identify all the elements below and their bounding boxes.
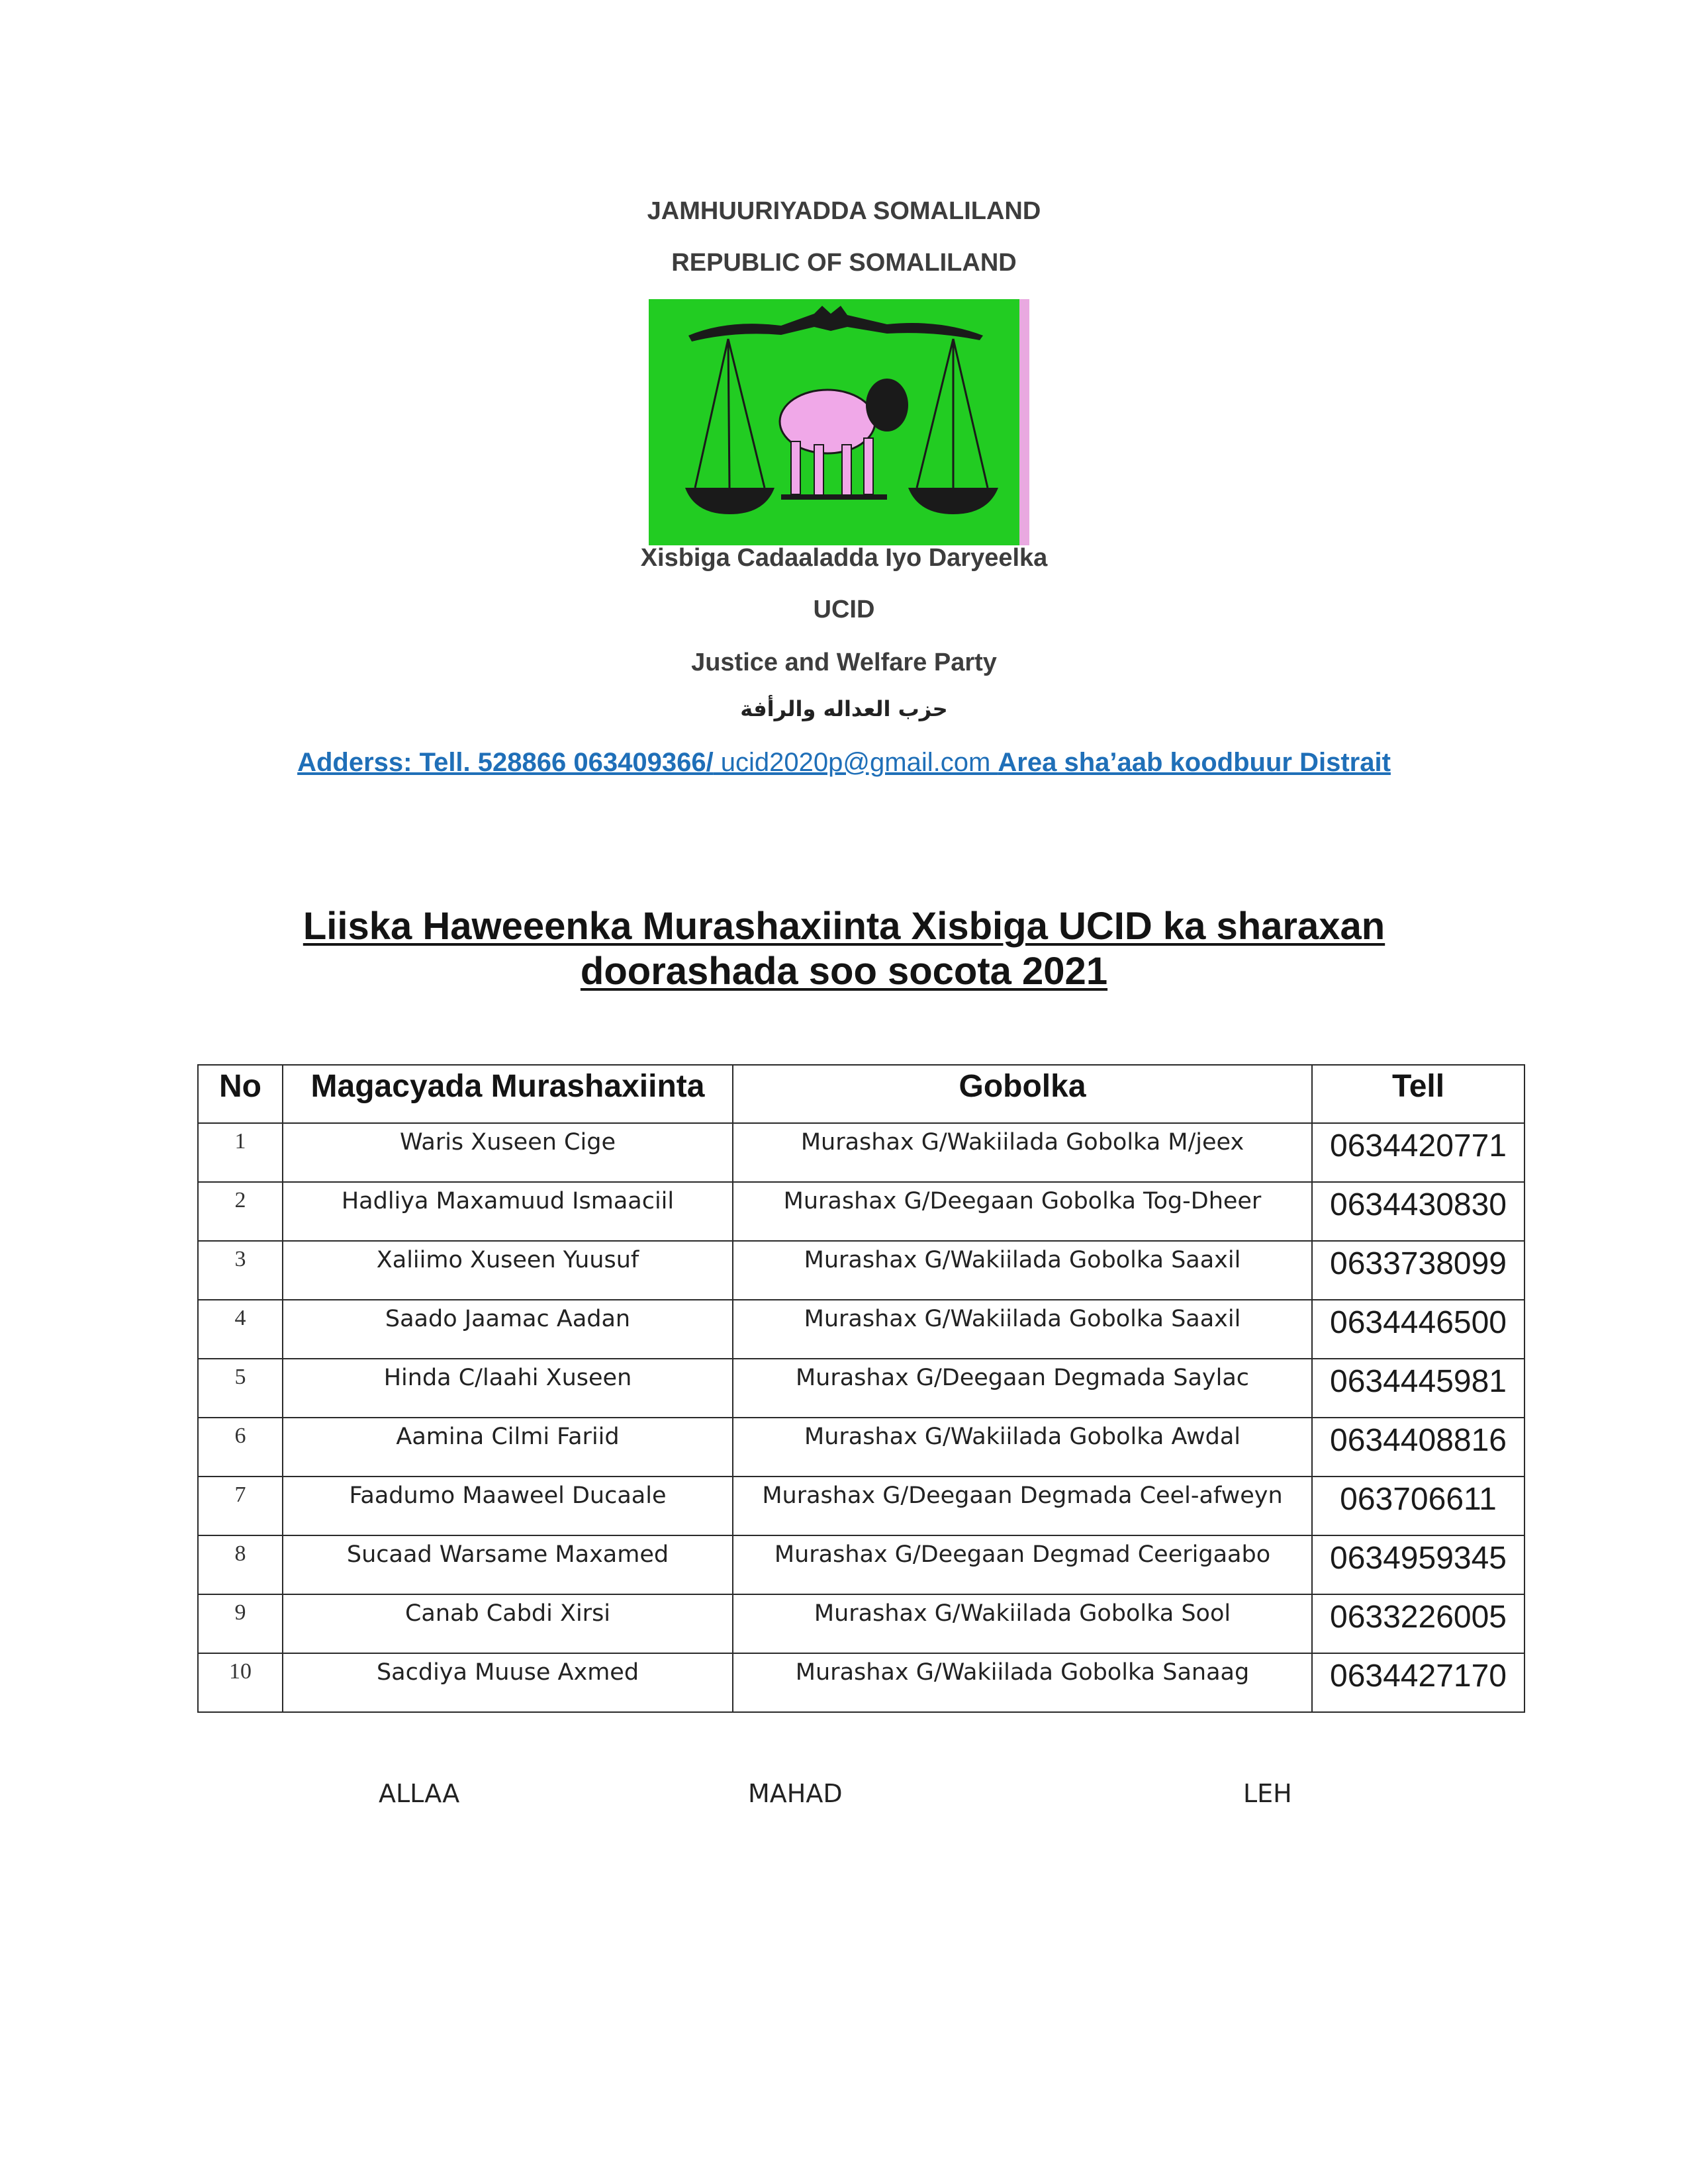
header-name: Magacyada Murashaxiinta (283, 1065, 733, 1123)
table-row (198, 1477, 1524, 1535)
party-name-somali: Xisbiga Cadaaladda Iyo Daryeelka (640, 544, 1048, 572)
cell-region: Murashax G/Deegaan Degmada Ceel-afweyn (733, 1477, 1312, 1535)
cell-name: Hadliya Maxamuud Ismaaciil (283, 1182, 733, 1241)
document-title (0, 904, 1688, 994)
header-region: Gobolka (733, 1065, 1312, 1123)
table-row (198, 1418, 1524, 1477)
cell-no: 6 (198, 1418, 283, 1477)
cell-region: Murashax G/Deegaan Degmada Saylac (733, 1359, 1312, 1418)
cell-no: 3 (198, 1241, 283, 1300)
cell-name: Aamina Cilmi Fariid (283, 1418, 733, 1477)
table-row (198, 1535, 1524, 1594)
cell-tel: 0634427170 (1312, 1653, 1524, 1712)
cell-tel: 0634420771 (1312, 1123, 1524, 1182)
cell-tel: 0634446500 (1312, 1300, 1524, 1359)
party-name-english: Justice and Welfare Party (691, 649, 997, 676)
header-no: No (198, 1065, 283, 1123)
table-header-row (198, 1065, 1524, 1123)
cell-no: 10 (198, 1653, 283, 1712)
table-row (198, 1359, 1524, 1418)
address-area: Area sha’aab koodbuur Distrait (998, 748, 1391, 777)
cell-tel: 0634959345 (1312, 1535, 1524, 1594)
cell-name: Sacdiya Muuse Axmed (283, 1653, 733, 1712)
country-name-somali: JAMHUURIYADDA SOMALILAND (647, 197, 1041, 225)
cell-name: Waris Xuseen Cige (283, 1123, 733, 1182)
cell-tel: 0633226005 (1312, 1594, 1524, 1653)
cell-name: Canab Cabdi Xirsi (283, 1594, 733, 1653)
party-abbreviation: UCID (813, 596, 875, 623)
cell-name: Sucaad Warsame Maxamed (283, 1535, 733, 1594)
table-row (198, 1594, 1524, 1653)
cell-name: Xaliimo Xuseen Yuusuf (283, 1241, 733, 1300)
cell-name: Saado Jaamac Aadan (283, 1300, 733, 1359)
table-row (198, 1300, 1524, 1359)
cell-region: Murashax G/Wakiilada Gobolka Sool (733, 1594, 1312, 1653)
cell-name: Faadumo Maaweel Ducaale (283, 1477, 733, 1535)
candidates-table (197, 1064, 1525, 1713)
cell-no: 4 (198, 1300, 283, 1359)
cell-region: Murashax G/Wakiilada Gobolka Saaxil (733, 1241, 1312, 1300)
address-line (0, 748, 1688, 778)
footer-word-mahad: MAHAD (748, 1779, 843, 1808)
document-title-line-2: doorashada soo socota 2021 (580, 950, 1108, 993)
address-phone: Adderss: Tell. 528866 063409366/ (297, 748, 714, 777)
cell-region: Murashax G/Wakiilada Gobolka Saaxil (733, 1300, 1312, 1359)
document-title-line-1: Liiska Haweeenka Murashaxiinta Xisbiga UCID ka sharaxan (303, 905, 1385, 948)
cell-name: Hinda C/laahi Xuseen (283, 1359, 733, 1418)
email-link[interactable]: ucid2020p@gmail.com (713, 748, 998, 777)
cell-tel: 0634430830 (1312, 1182, 1524, 1241)
party-name-arabic: حزب العداله والرأفة (740, 696, 948, 721)
cell-region: Murashax G/Wakiilada Gobolka Sanaag (733, 1653, 1312, 1712)
table-row (198, 1241, 1524, 1300)
cell-tel: 063706611 (1312, 1477, 1524, 1535)
cell-no: 5 (198, 1359, 283, 1418)
country-name-english: REPUBLIC OF SOMALILAND (671, 249, 1017, 277)
table-row (198, 1653, 1524, 1712)
cell-region: Murashax G/Wakiilada Gobolka M/jeex (733, 1123, 1312, 1182)
table-row (198, 1182, 1524, 1241)
cell-no: 8 (198, 1535, 283, 1594)
cell-no: 1 (198, 1123, 283, 1182)
cell-region: Murashax G/Deegaan Degmad Ceerigaabo (733, 1535, 1312, 1594)
footer-word-allaa: ALLAA (379, 1779, 460, 1808)
cell-no: 7 (198, 1477, 283, 1535)
header-tel: Tell (1312, 1065, 1524, 1123)
cell-region: Murashax G/Deegaan Gobolka Tog-Dheer (733, 1182, 1312, 1241)
footer-word-leh: LEH (1243, 1779, 1292, 1808)
cell-tel: 0634445981 (1312, 1359, 1524, 1418)
cell-no: 2 (198, 1182, 283, 1241)
party-logo-icon (649, 299, 1029, 545)
cell-region: Murashax G/Wakiilada Gobolka Awdal (733, 1418, 1312, 1477)
cell-tel: 0633738099 (1312, 1241, 1524, 1300)
cell-tel: 0634408816 (1312, 1418, 1524, 1477)
cell-no: 9 (198, 1594, 283, 1653)
table-row (198, 1123, 1524, 1182)
